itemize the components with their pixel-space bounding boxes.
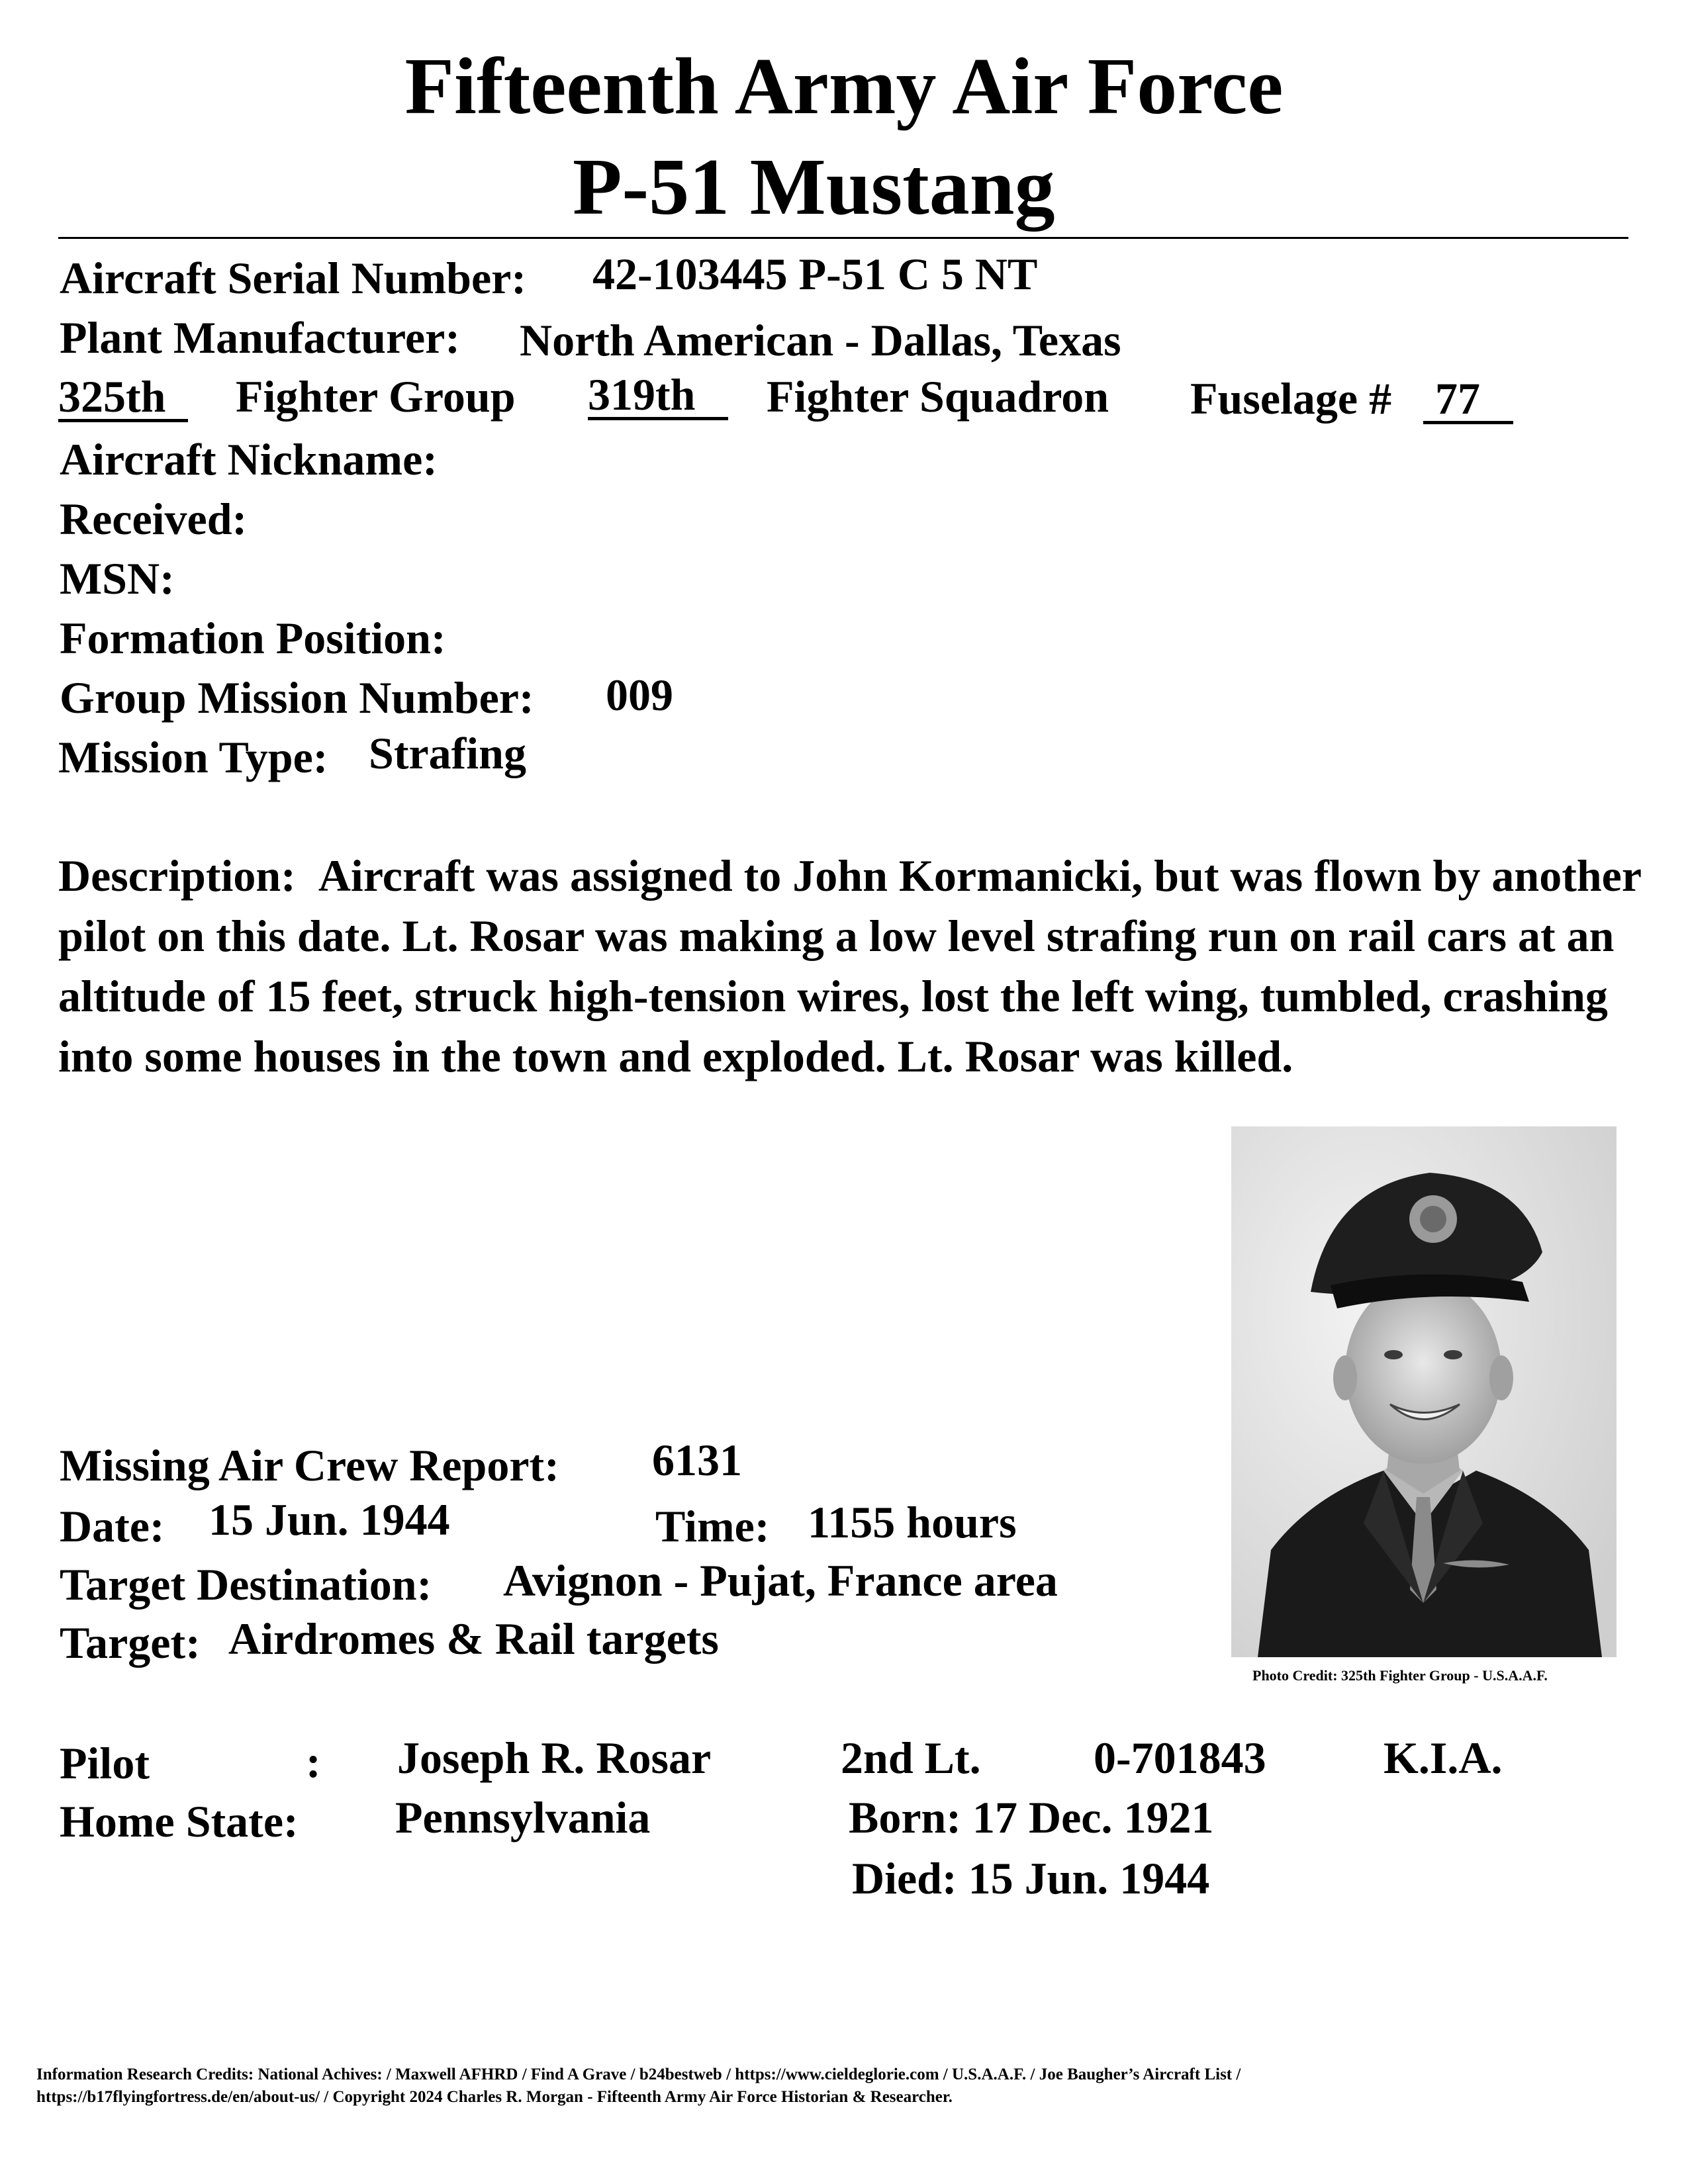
description-text: Aircraft was assigned to John Kormanicki, but was flown by another pilot on this date. Lt. Rosar was making a low level strafing run on rail cars at an altitude of 15 feet, struck high-tension wires, lost the left wing, tumbled, crashing into some houses in the town and exploded. Lt. Rosar was killed. — [58, 850, 1641, 1081]
plant-value: North American - Dallas, Texas — [520, 315, 1121, 365]
pilot-rank: 2nd Lt. — [841, 1733, 981, 1783]
header-divider — [58, 237, 1628, 239]
home-state-label: Home State: — [60, 1796, 299, 1846]
received-label: Received: — [60, 494, 248, 544]
msn-label: MSN: — [60, 553, 175, 604]
target-destination-label: Target Destination: — [60, 1559, 432, 1610]
squadron-number — [588, 369, 728, 420]
pilot-born: Born: 17 Dec. 1921 — [849, 1792, 1214, 1843]
page-title: Fifteenth Army Air Force — [404, 42, 1284, 131]
group-value: 325th — [58, 374, 188, 422]
formation-label: Formation Position: — [60, 613, 446, 663]
footer-credits-line2: https://b17flyingfortress.de/en/about-us/ / Copyright 2024 Charles R. Morgan - Fifteenth Army Air Force Historian & Researcher. — [36, 2088, 953, 2106]
target-destination-value: Avignon - Pujat, France area — [503, 1555, 1058, 1606]
nickname-label: Aircraft Nickname: — [60, 434, 438, 484]
macr-value: 6131 — [652, 1435, 742, 1485]
serial-label: Aircraft Serial Number: — [60, 253, 526, 303]
group-number — [58, 371, 188, 422]
group-mission-label: Group Mission Number: — [60, 672, 534, 723]
pilot-colon: : — [306, 1737, 321, 1787]
pilot-status: K.I.A. — [1383, 1733, 1503, 1783]
macr-label: Missing Air Crew Report: — [60, 1440, 559, 1490]
fuselage-label: Fuselage # — [1190, 373, 1392, 424]
pilot-label: Pilot — [60, 1738, 150, 1788]
group-label: Fighter Group — [236, 371, 516, 422]
pilot-portrait-image — [1231, 1126, 1617, 1657]
target-value: Airdromes & Rail targets — [228, 1614, 719, 1664]
mission-type-label: Mission Type: — [58, 732, 328, 782]
squadron-value: 319th — [588, 372, 728, 420]
squadron-label: Fighter Squadron — [767, 371, 1109, 422]
page-subtitle: P-51 Mustang — [573, 142, 1055, 232]
plant-label: Plant Manufacturer: — [60, 312, 460, 363]
home-state-value: Pennsylvania — [395, 1792, 651, 1843]
fuselage-number — [1423, 373, 1513, 424]
date-value: 15 Jun. 1944 — [209, 1494, 450, 1545]
photo-credit: Photo Credit: 325th Fighter Group - U.S.A.A.F. — [1252, 1667, 1548, 1684]
pilot-died: Died: 15 Jun. 1944 — [852, 1853, 1210, 1903]
pilot-photo — [1231, 1126, 1617, 1657]
description — [58, 846, 1647, 1087]
description-label: Description: — [58, 850, 296, 901]
pilot-name: Joseph R. Rosar — [397, 1733, 712, 1783]
group-mission-value: 009 — [606, 670, 673, 720]
date-label: Date: — [60, 1501, 165, 1551]
time-label: Time: — [655, 1501, 770, 1551]
footer-credits-line1: Information Research Credits: National Achives: / Maxwell AFHRD / Find A Grave / b24bestweb / https://www.cieldeglorie.com / U.S.A.A.F. / Joe Baugher’s Aircraft List / — [36, 2066, 1241, 2083]
time-value: 1155 hours — [808, 1497, 1017, 1547]
pilot-serial: 0-701843 — [1094, 1733, 1266, 1783]
target-label: Target: — [60, 1617, 201, 1668]
mission-type-value: Strafing — [369, 728, 526, 778]
fuselage-value: 77 — [1423, 376, 1513, 424]
serial-value: 42-103445 P-51 C 5 NT — [592, 249, 1038, 299]
